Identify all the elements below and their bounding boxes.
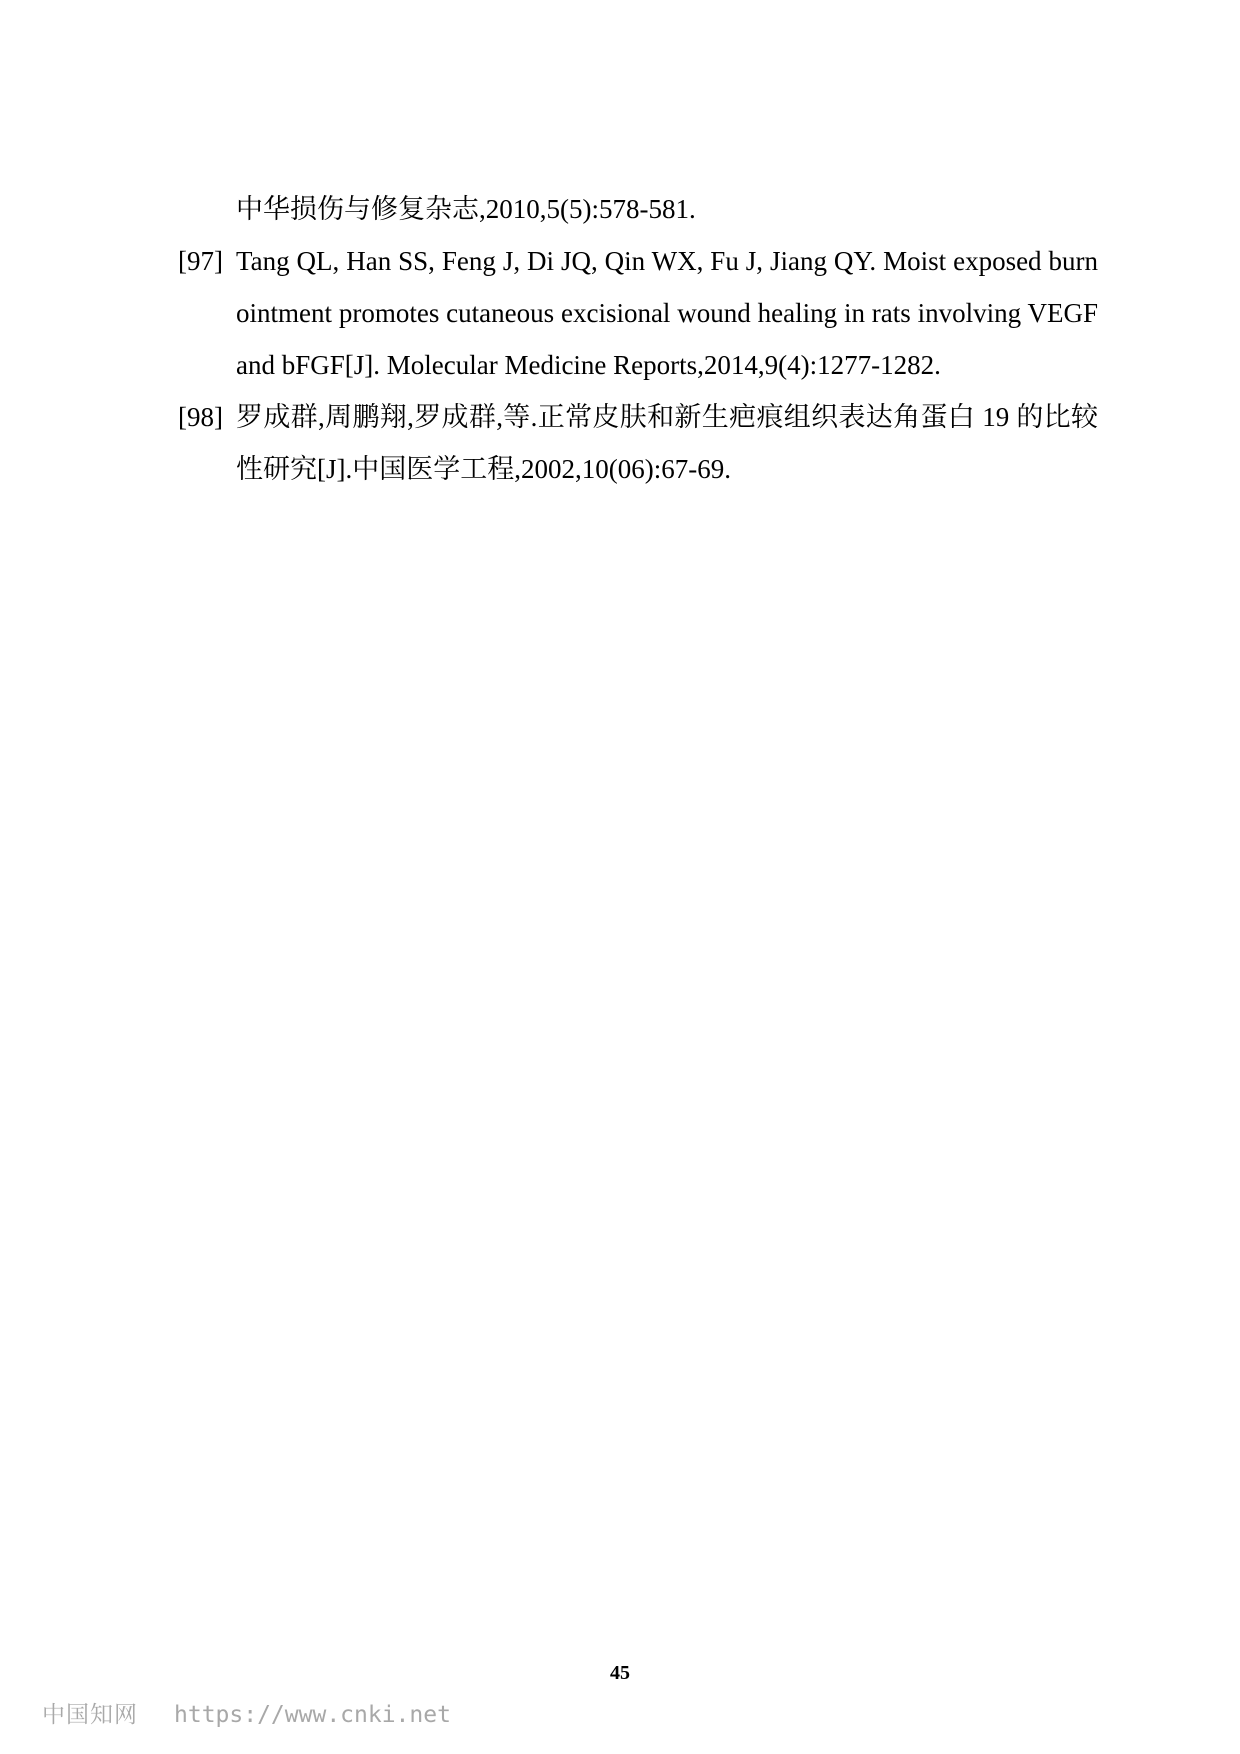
reference-list [178, 183, 1098, 495]
reference-text: Tang QL, Han SS, Feng J, Di JQ, Qin WX, Fu J, Jiang QY. Moist exposed burn ointment promotes cutaneous excisional wound healing in rats involving VEGF and bFGF[J]. Molecular Medicine Reports,2014,9(4):1277-1282. [236, 246, 1098, 380]
cnki-watermark [42, 1696, 451, 1729]
page-number: 45 [610, 1662, 630, 1684]
reference-item-98 [178, 391, 1098, 495]
reference-item-97 [178, 235, 1098, 391]
watermark-url: https://www.cnki.net [174, 1702, 451, 1728]
reference-text: 罗成群,周鹏翔,罗成群,等.正常皮肤和新生疤痕组织表达角蛋白 19 的比较性研究[J].中国医学工程,2002,10(06):67-69. [236, 402, 1098, 484]
reference-number: [97] [178, 246, 223, 276]
reference-number: [98] [178, 402, 223, 432]
watermark-site-name: 中国知网 [42, 1702, 138, 1728]
reference-continuation: 中华损伤与修复杂志,2010,5(5):578-581. [236, 194, 696, 224]
